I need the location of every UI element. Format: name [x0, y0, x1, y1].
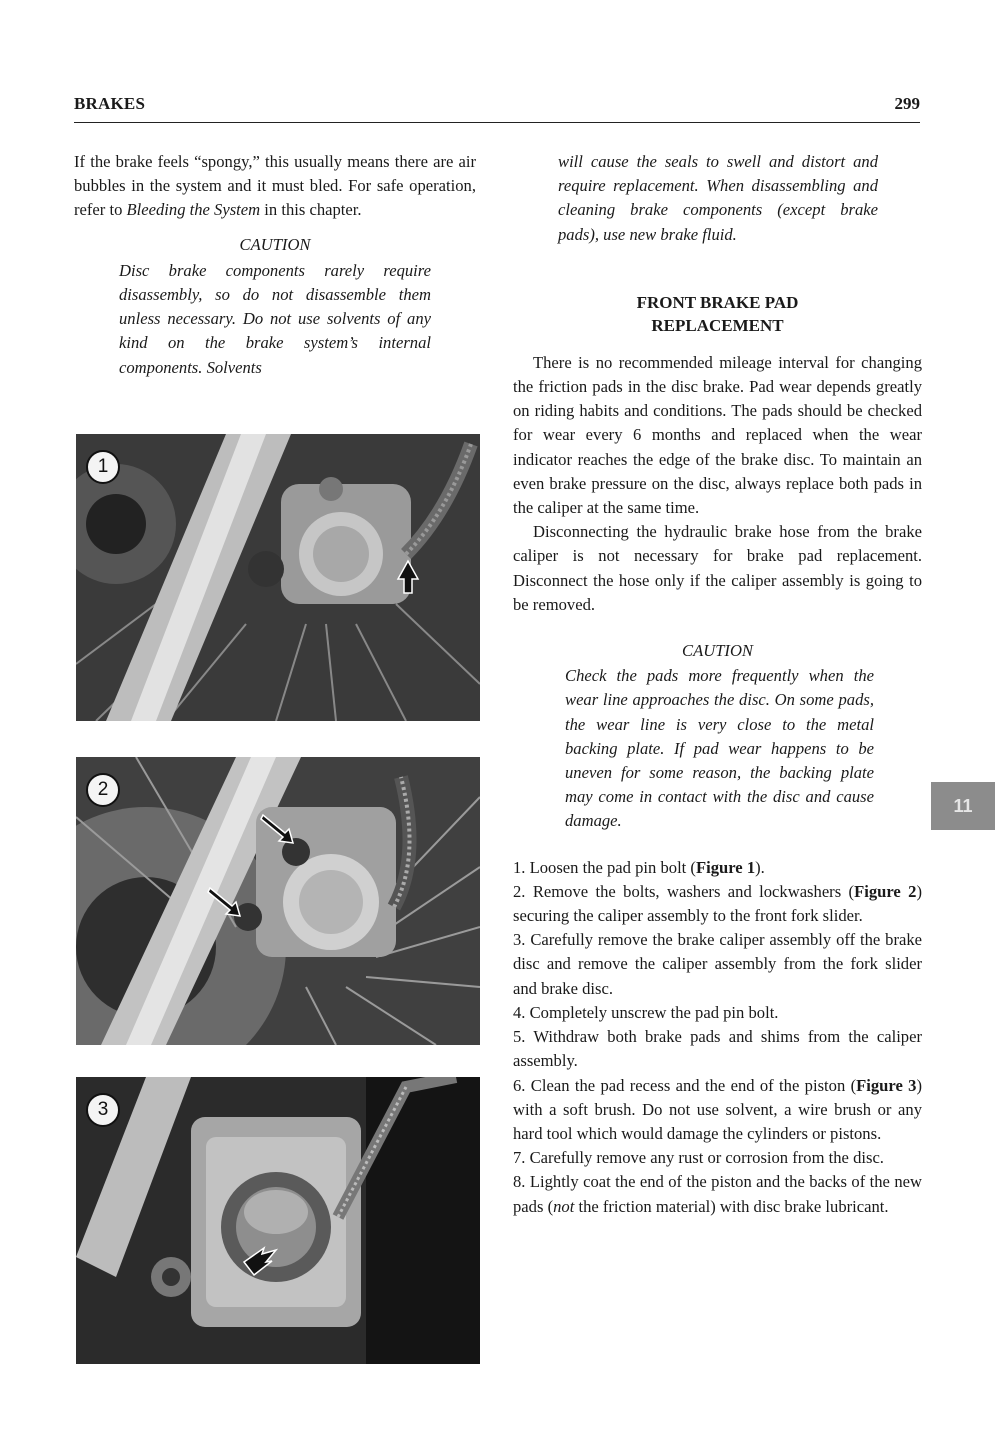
step-1: 1. Loosen the pad pin bolt (Figure 1). [513, 857, 765, 877]
figure-3-label: 3 [86, 1093, 120, 1127]
caution-continued-text: will cause the seals to swell and distort and require replacement. When disassembling and cleaning brake components (except brake pads), use new brake fluid. [558, 152, 878, 244]
step-3: 3. Carefully remove the brake caliper assembly off the brake disc and remove the caliper assembly from the fork slider and brake disc. [513, 930, 922, 998]
page-number: 299 [894, 94, 920, 113]
caution-title: CAUTION [239, 234, 311, 254]
step-4: 4. Completely unscrew the pad pin bolt. [513, 1002, 779, 1022]
figure-3-photo [76, 1077, 480, 1364]
left-column [74, 150, 476, 380]
page-header [74, 94, 920, 123]
step-6: 6. Clean the pad recess and the end of the piston (Figure 3) with a soft brush. Do not use solvent, a wire brush or any hard tool which would damage the cylinders or pistons. [513, 1075, 922, 1143]
chapter-tab: 11 [931, 782, 995, 830]
section-title: BRAKES [74, 94, 146, 113]
paragraph-hose: Disconnecting the hydraulic brake hose from the brake caliper is not necessary for brake pad replacement. Disconnect the hose only if the caliper assembly is going to be removed. [513, 522, 922, 614]
section-reference: Bleeding the System [126, 200, 261, 220]
right-column [513, 150, 922, 1219]
caliper-photo-3 [76, 1077, 480, 1364]
section-heading: FRONT BRAKE PAD REPLACEMENT [636, 292, 799, 335]
figure-2-photo [76, 757, 480, 1045]
procedure-steps [513, 856, 922, 1219]
figure-2-label: 2 [86, 773, 120, 807]
figure-1-label: 1 [86, 450, 120, 484]
step-2: 2. Remove the bolts, washers and lockwashers (Figure 2) securing the caliper assembly to the front fork slider. [513, 881, 922, 926]
figure-1-photo [76, 434, 480, 721]
caution-text-2: Check the pads more frequently when the wear line approaches the disc. On some pads, the wear line is very close to the metal backing plate. If pad wear happens to be uneven for some reason, the backing plate may come in contact with the disc and cause damage. [565, 666, 874, 831]
caliper-photo-2 [76, 757, 480, 1045]
intro-paragraph: If the brake feels “spongy,” this usually means there are air bubbles in the system and it must bled. For safe operation, refer to Bleeding the System in this chapter. [74, 152, 476, 220]
caliper-photo-1 [76, 434, 480, 721]
step-8: 8. Lightly coat the end of the piston and the backs of the new pads (not the friction material) with disc brake lubricant. [513, 1172, 922, 1216]
step-7: 7. Carefully remove any rust or corrosion from the disc. [513, 1148, 884, 1168]
caution-title-2: CAUTION [682, 641, 753, 661]
caution-text: Disc brake components rarely require disassembly, so do not disassemble them unless necessary. Do not use solvents of any kind on the brake system’s internal components. Solvents [119, 260, 431, 377]
step-5: 5. Withdraw both brake pads and shims from the caliper assembly. [513, 1027, 922, 1071]
paragraph-mileage: There is no recommended mileage interval for changing the friction pads in the disc brake. Pad wear depends greatly on riding habits and conditions. The pads should be checked for wear every 6 months and replaced when the wear indicator reaches the edge of the brake disc. To maintain an even brake pressure on the disc, always replace both pads in the caliper at the same time. [513, 352, 922, 518]
